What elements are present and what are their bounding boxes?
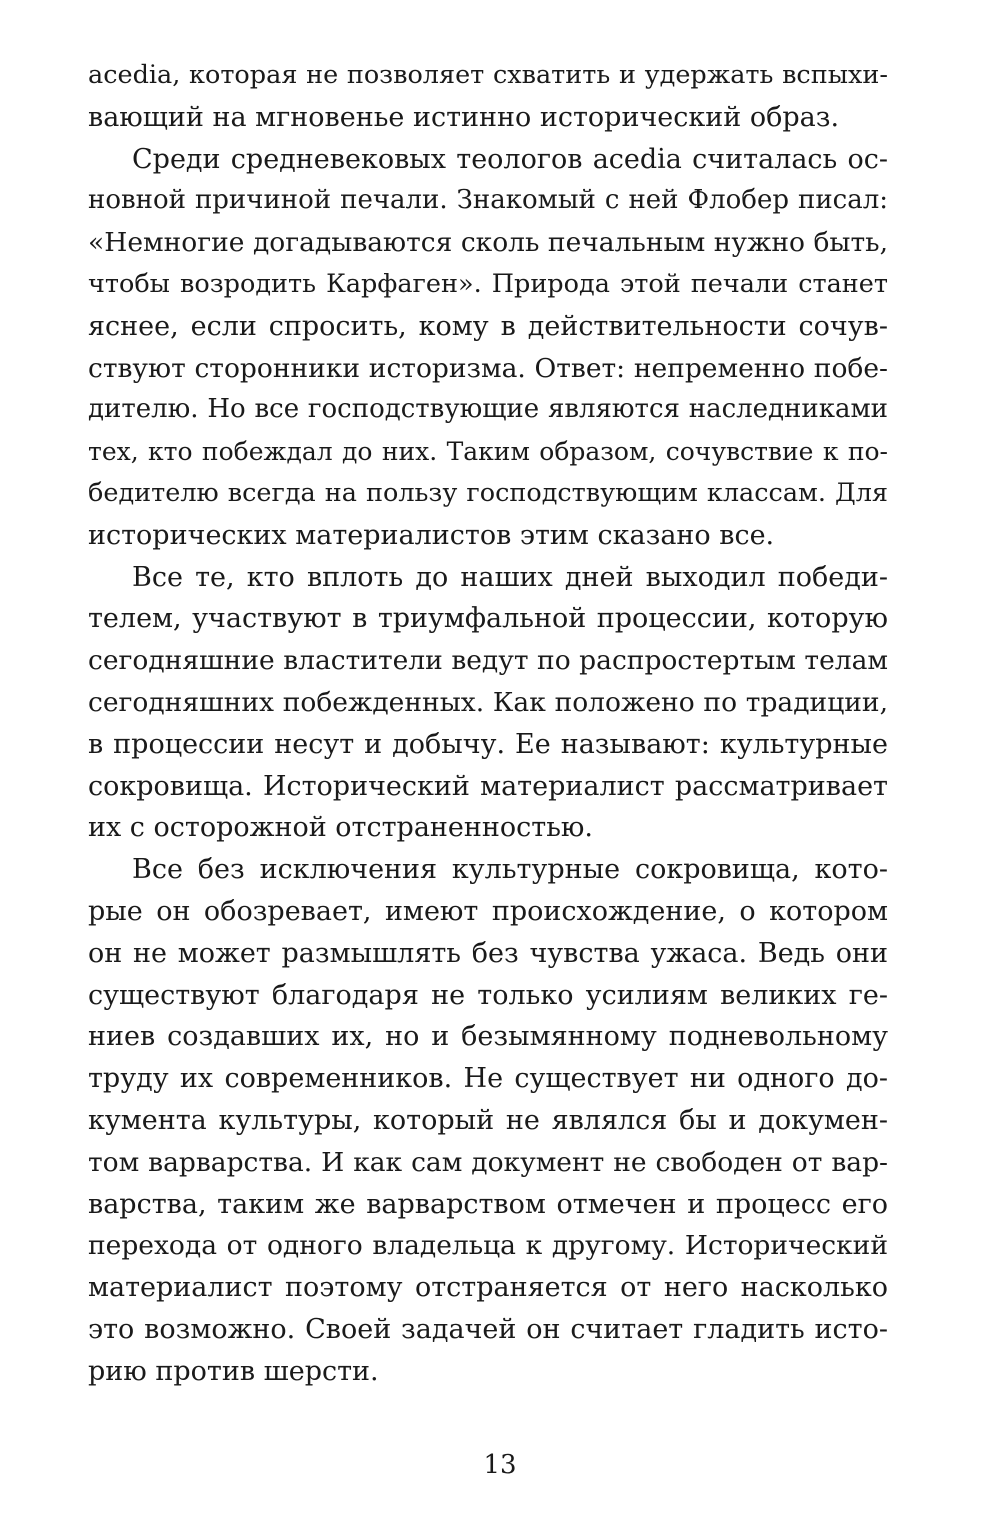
- text-line: acedia, которая не позволяет схватить и удержать вспыхи-: [88, 60, 888, 90]
- text-line: сокровища. Исторический материалист рассматривает: [88, 770, 888, 802]
- text-line: новной причиной печали. Знакомый с ней Флобер писал:: [88, 185, 888, 216]
- text-line: дителю. Но все господствующие являются наследниками: [88, 394, 888, 425]
- text-line: тех, кто побеждал до них. Таким образом, сочувствие к по-: [88, 437, 888, 467]
- text-line: бедителю всегда на пользу господствующим классам. Для: [88, 477, 888, 508]
- text-line: «Немногие догадываются сколь печальным нужно быть,: [88, 227, 888, 259]
- text-line: ниев создавших их, но и безымянному подневольному: [88, 1021, 888, 1053]
- text-line: чтобы возродить Карфаген». Природа этой печали станет: [88, 268, 888, 299]
- text-line: Все без исключения культурные сокровища, кото-: [132, 854, 888, 886]
- text-line: сегодняшние властители ведут по распростертым телам: [88, 645, 888, 677]
- text-line: том варварства. И как сам документ не свободен от вар-: [88, 1146, 888, 1178]
- text-line: это возможно. Своей задачей он считает гладить исто-: [88, 1313, 888, 1345]
- paragraph-3: [88, 557, 888, 850]
- text-line: материалист поэтому отстраняется от него насколько: [88, 1272, 888, 1304]
- text-line: исторических материалистов этим сказано все.: [88, 519, 775, 551]
- text-line: ствуют сторонники историзма. Ответ: непременно побе-: [88, 352, 888, 384]
- text-line: он не может размышлять без чувства ужаса. Ведь они: [88, 937, 888, 969]
- text-line: сегодняшних побежденных. Как положено по традиции,: [88, 686, 888, 718]
- text-line: Все те, кто вплоть до наших дней выходил победи-: [132, 561, 888, 593]
- page-body: [88, 55, 888, 1393]
- page-number: 13: [483, 1450, 517, 1480]
- text-line: кумента культуры, который не являлся бы и докумен-: [88, 1104, 888, 1136]
- paragraph-4: [88, 849, 888, 1392]
- text-line: телем, участвуют в триумфальной процессии, которую: [88, 603, 888, 635]
- text-line: перехода от одного владельца к другому. Исторический: [88, 1230, 888, 1262]
- text-line: в процессии несут и добычу. Ее называют: культурные: [88, 728, 888, 760]
- text-line: труду их современников. Не существует ни одного до-: [88, 1063, 888, 1095]
- text-line: варства, таким же варварством отмечен и процесс его: [88, 1188, 888, 1220]
- text-line: рые он обозревает, имеют происхождение, о котором: [88, 895, 888, 927]
- text-line: существуют благодаря не только усилиям великих ге-: [88, 979, 888, 1011]
- paragraph-1: [88, 55, 888, 139]
- text-line: их с осторожной отстраненностью.: [88, 812, 593, 844]
- text-line: рию против шерсти.: [88, 1355, 379, 1387]
- text-line: Среди средневековых теологов acedia считалась ос-: [132, 143, 888, 175]
- text-line: яснее, если спросить, кому в действительности сочув-: [88, 310, 888, 342]
- paragraph-2: [88, 139, 888, 557]
- text-line: вающий на мгновенье истинно исторический образ.: [88, 101, 840, 133]
